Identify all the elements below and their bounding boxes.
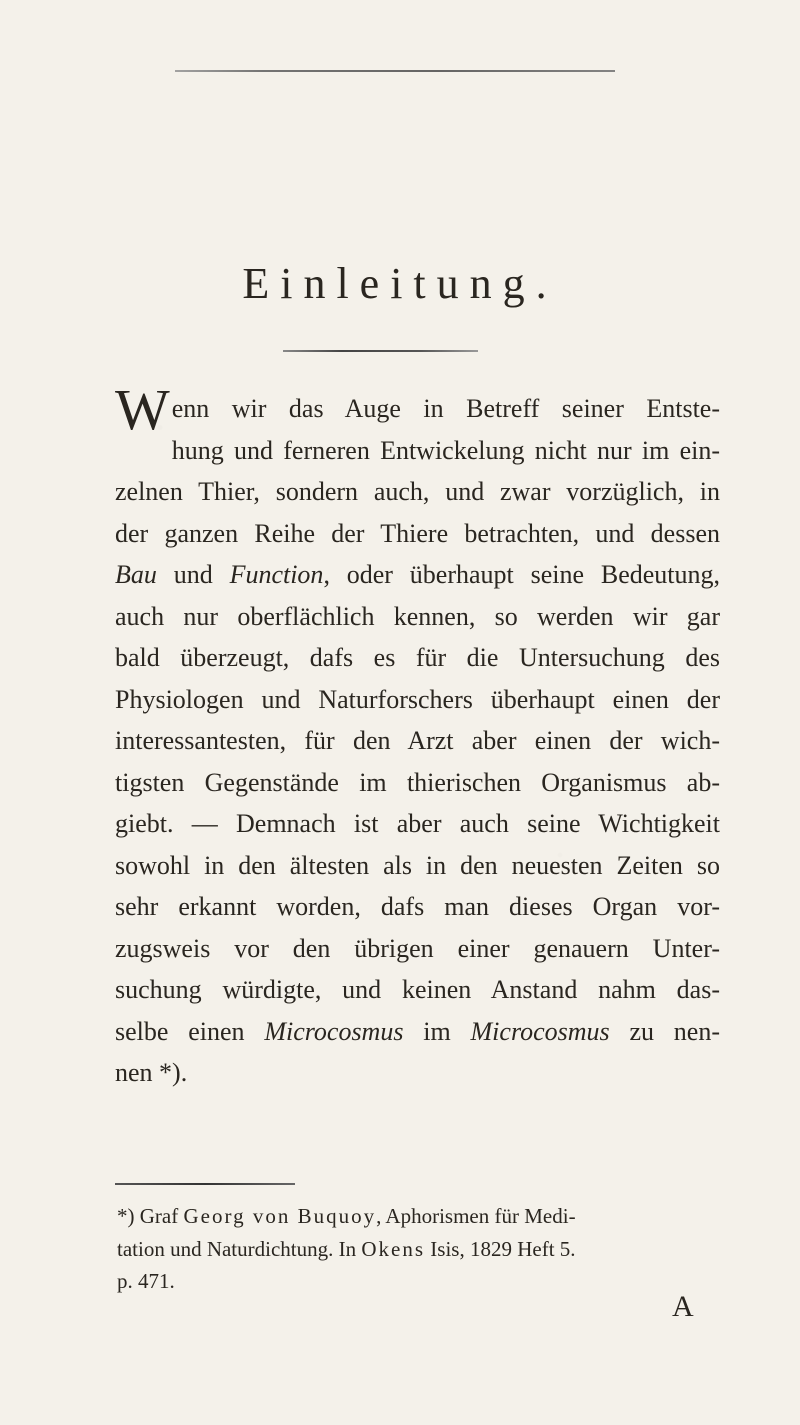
footnote-line: tation und Naturdichtung. In Okens Isis, 1829 Heft 5. [117,1236,576,1261]
text-line: zugsweis vor den übrigen einer genauern Unter- [115,933,720,963]
top-rule [175,70,615,72]
italic-term: Bau [115,560,157,589]
text-line: auch nur oberflächlich kennen, so werden wir gar [115,601,720,631]
body-paragraph [115,377,720,1094]
text-line: Physiologen und Naturforschers überhaupt einen der [115,684,720,714]
chapter-heading: Einleitung. [242,259,558,308]
text-line: tigsten Gegenstände im thierischen Organismus ab- [115,767,720,797]
heading-rule [283,350,478,352]
footnote-marker: *) [117,1204,135,1228]
text-line: selbe einen Microcosmus im Microcosmus zu nen- [115,1016,720,1046]
text-line: Bau und Function, oder überhaupt seine Bedeutung, [115,560,720,589]
text-line: sehr erkannt worden, dafs man dieses Organ vor- [115,892,720,921]
footnote-line: p. 471. [117,1269,175,1293]
signature-mark: A [672,1290,694,1323]
drop-capital: W [115,377,170,442]
text-line: Wenn wir das Auge in Betreff seiner Entste- [115,377,720,442]
text-line: interessantesten, für den Arzt aber einen der wich- [115,726,720,755]
footnote-separator [115,1183,295,1185]
text-line: giebt. — Demnach ist aber auch seine Wichtigkeit [115,809,720,838]
editor-name: Okens [361,1236,426,1261]
text-line: der ganzen Reihe der Thiere betrachten, und dessen [115,518,720,548]
text-line: nen *). [115,1058,188,1087]
italic-term: Function [229,560,324,589]
author-name: Georg von Buquoy [183,1204,377,1228]
italic-term: Microcosmus [470,1016,610,1046]
text-line: suchung würdigte, und keinen Anstand nahm das- [115,975,720,1004]
text-line: bald überzeugt, dafs es für die Untersuchung des [115,643,720,672]
text-line: zelnen Thier, sondern auch, und zwar vorzüglich, in [115,477,720,506]
footnote [117,1200,720,1298]
italic-term: Microcosmus [264,1016,404,1046]
footnote-line: *) Graf Georg von Buquoy, Aphorismen für Medi- [117,1204,576,1228]
text-line: hung und ferneren Entwickelung nicht nur im ein- [171,435,720,465]
text-line: sowohl in den ältesten als in den neuesten Zeiten so [115,850,720,880]
